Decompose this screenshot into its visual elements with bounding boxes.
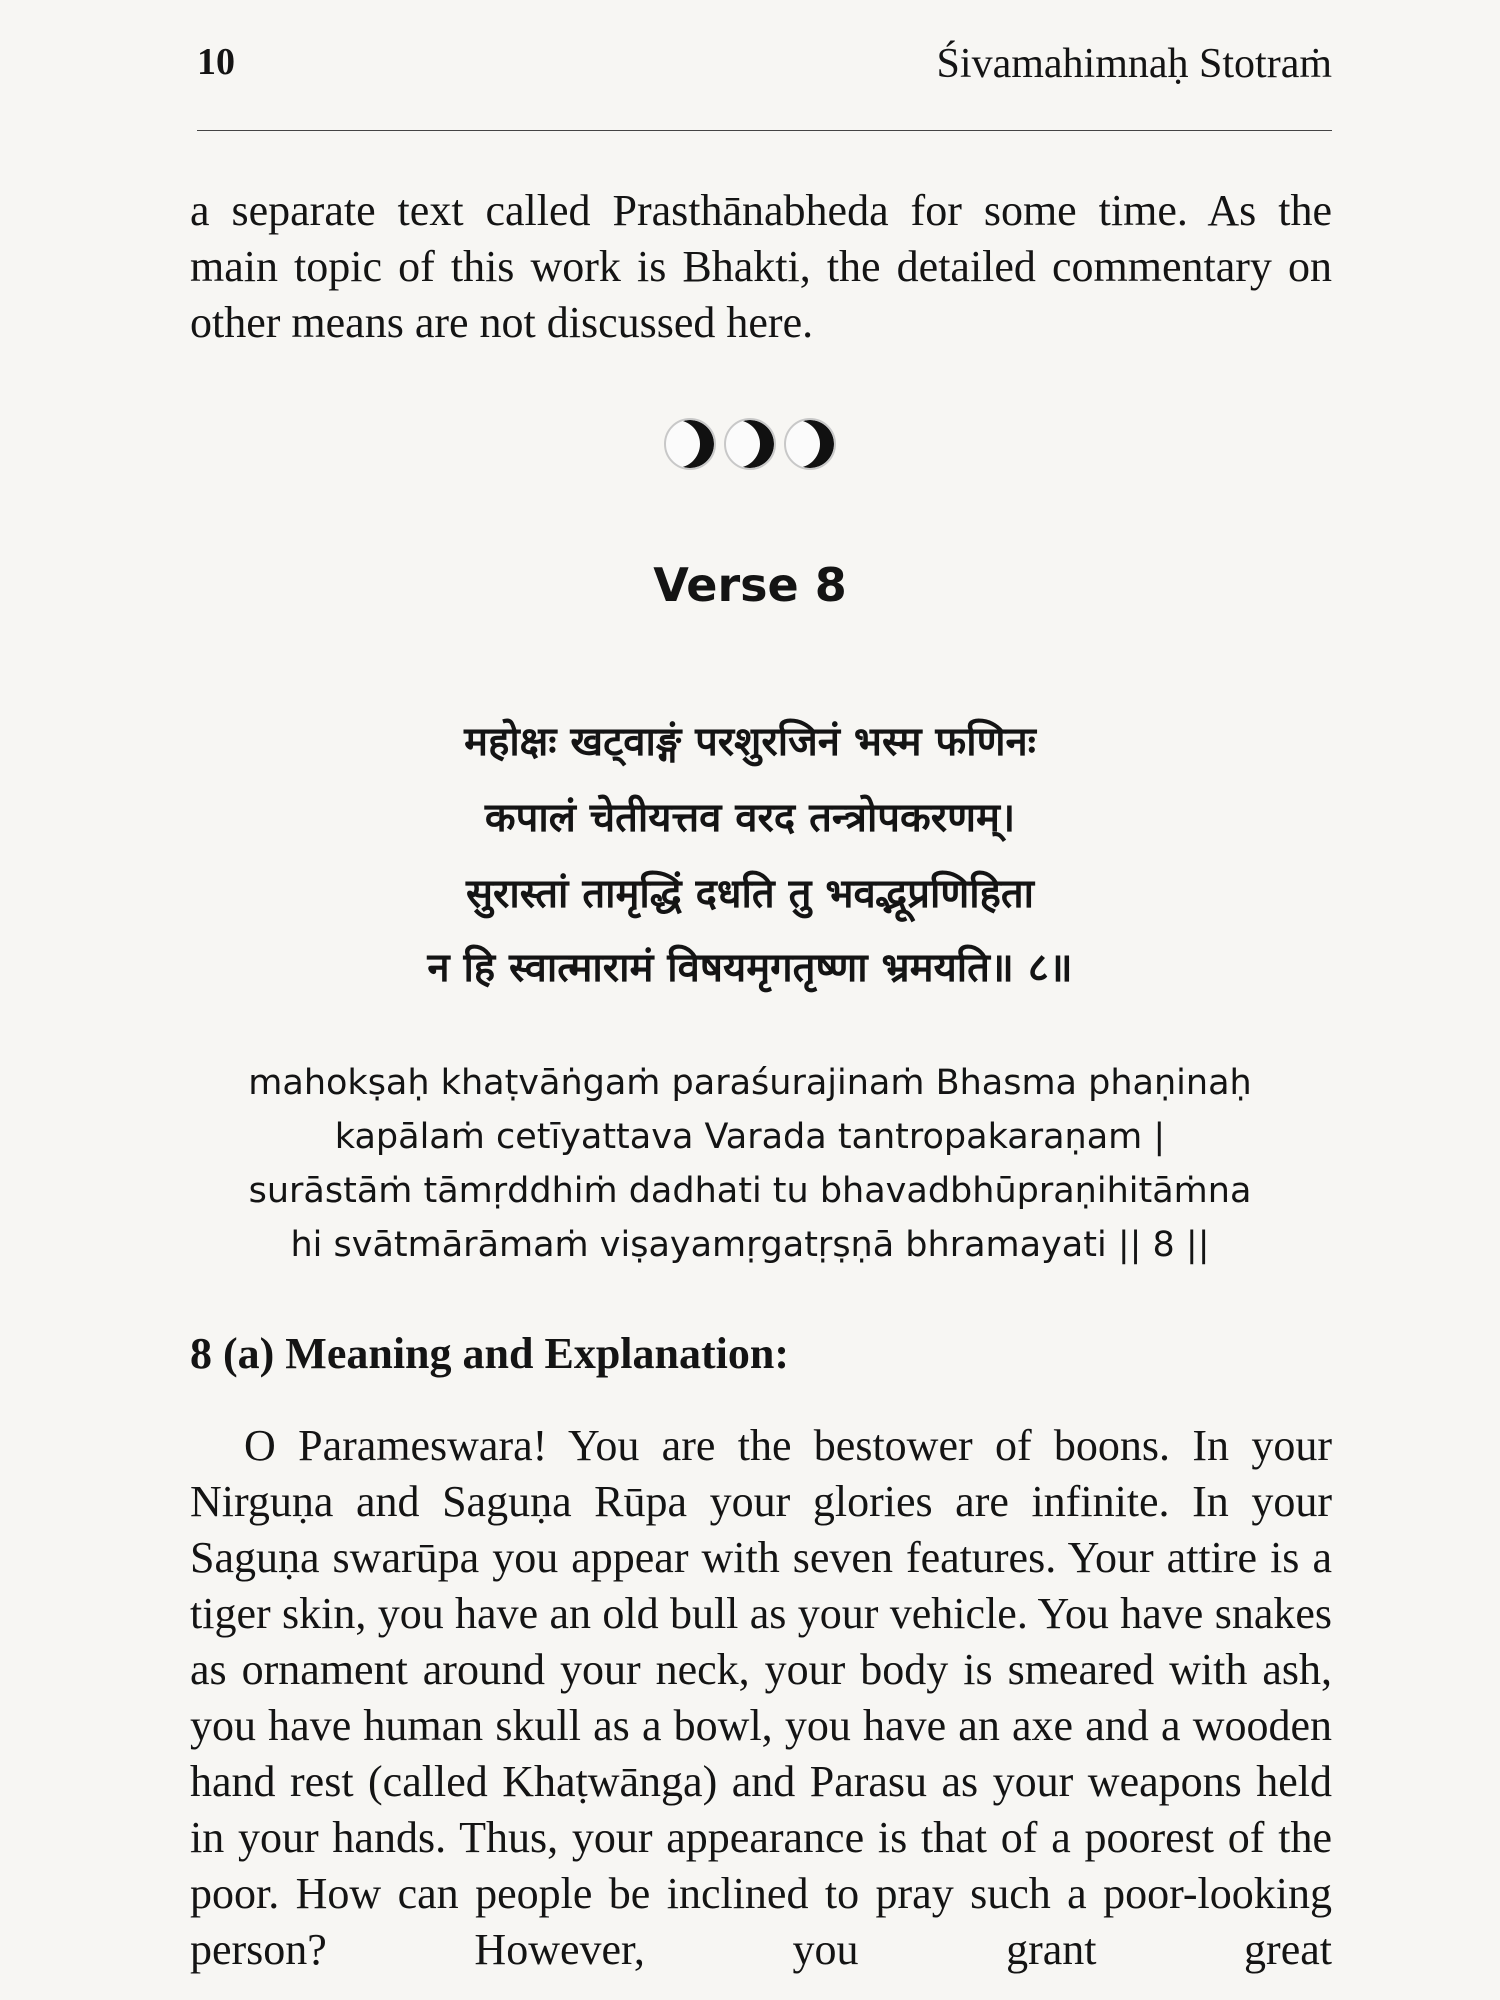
section-heading: 8 (a) Meaning and Explanation:	[190, 1329, 789, 1378]
transliteration-line: mahokṣaḥ khaṭvāṅgaṁ paraśurajinaṁ Bhasma phaṇinaḥ	[248, 1063, 1252, 1103]
sanskrit-line: न हि स्वात्मारामं विषयमृगतृष्णा भ्रमयति॥ ८॥	[427, 945, 1073, 991]
running-title: Śivamahimnaḥ Stotraṁ	[936, 41, 1332, 87]
transliteration-line: surāstāṁ tāmṛddhiṁ dadhati tu bhavadbhūpraṇihitāṁna	[248, 1171, 1252, 1211]
transliteration-line: hi svātmārāmaṁ viṣayamṛgatṛṣṇā bhramayati || 8 ||	[290, 1225, 1210, 1265]
meaning-paragraph: O Parameswara! You are the bestower of boons. In your Nirguṇa and Saguṇa Rūpa your glories are infinite. In your Saguṇa swarūpa you appear with seven features. Your attire is a tiger skin, you have an old bull as your vehicle. You have snakes as ornament around your neck, your body is smeared with ash, you have human skull as a bowl, you have an axe and a wooden hand rest (called Khaṭwānga) and Parasu as your weapons held in your hands. Thus, your appearance is that of a poorest of the poor. How can people be inclined to pray such a poor-looking person? However, you grant great	[190, 1421, 1332, 1974]
header-rule	[197, 130, 1332, 131]
crescent-moon-icon	[724, 418, 776, 470]
page-number: 10	[197, 41, 235, 83]
intro-paragraph: a separate text called Prasthānabheda for some time. As the main topic of this work is Bhakti, the detailed commentary on other means are not discussed here.	[190, 186, 1332, 347]
sanskrit-line: कपालं चेतीयत्तव वरद तन्त्रोपकरणम्।	[484, 795, 1016, 841]
verse-title: Verse 8	[653, 558, 847, 612]
sanskrit-line: महोक्षः खट्वाङ्गं परशुरजिनं भस्म फणिनः	[464, 719, 1036, 765]
sanskrit-line: सुरास्तां तामृद्धिं दधति तु भवद्भूप्रणिहिता	[465, 871, 1035, 917]
crescent-moon-icon	[664, 418, 716, 470]
transliteration-line: kapālaṁ cetīyattava Varada tantropakaraṇam |	[334, 1117, 1166, 1157]
crescent-moon-ornament	[0, 418, 1500, 470]
crescent-moon-icon	[784, 418, 836, 470]
